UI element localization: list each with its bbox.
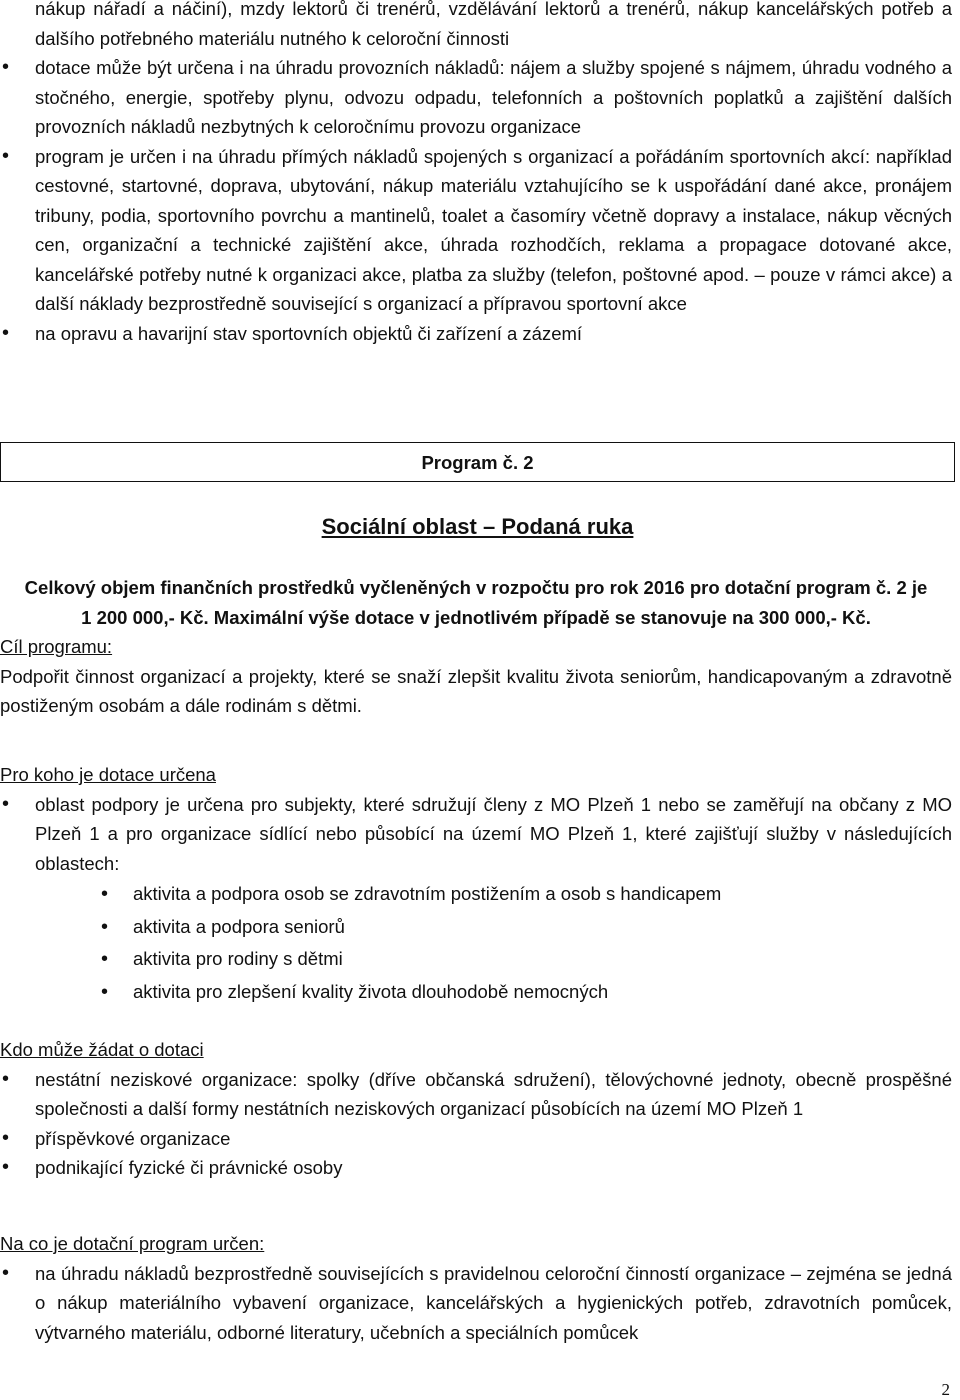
for-whom-sub-list [0, 878, 952, 1008]
purpose-list [0, 1259, 952, 1348]
top-bullet-list [0, 53, 952, 348]
funding-line-2: 1 200 000,- Kč. Maximální výše dotace v jednotlivém případě se stanovuje na 300 000,- Kč. [81, 606, 871, 628]
who-can-heading: Kdo může žádat o dotaci [0, 1039, 204, 1060]
list-item: • na opravu a havarijní stav sportovních objektů či zařízení a zázemí [0, 319, 952, 349]
for-whom-list [0, 790, 952, 879]
goal-text: Podpořit činnost organizací a projekty, které se snaží zlepšit kvalitu života seniorům, handicapovaným a zdravotně postiženým osobám a dále rodinám s dětmi. [0, 665, 952, 716]
who-can-list [0, 1065, 952, 1183]
list-item: • program je určen i na úhradu přímých nákladů spojených s organizací a pořádáním sportovních akcí: například cestovné, startovné, doprava, ubytování, nákup materiálu vztahujícího se k uspořádání dané akce, pronájem tribuny, podia, sportovního povrchu a mantinelů, toalet a časomíry včetně dopravy a instalace, nákup věcných cen, organizační a technické zajištění akce, úhrada rozhodčích, reklama a propagace dotované akce, kancelářské potřeby nutné k organizaci akce, platba za služby (telefon, poštovné apod. – pouze v rámci akce) a další náklady bezprostředně související s organizací a přípravou sportovní akce [0, 142, 952, 319]
list-item: • na úhradu nákladů bezprostředně souvisejících s pravidelnou celoroční činností organizace – zejména se jedná o nákup materiálního vybavení organizace, kancelářských a hygienických potřeb, zdravotních pomůcek, výtvarného materiálu, odborné literatury, učebních a speciálních pomůcek [0, 1259, 952, 1348]
continued-text: nákup nářadí a náčiní), mzdy lektorů či trenérů, vzdělávání lektorů a trenérů, nákup kancelářských potřeb a dalšího potřebného materiálu nutného k celoroční činnosti [35, 0, 952, 49]
purpose-heading: Na co je dotační program určen: [0, 1233, 265, 1254]
for-whom-heading: Pro koho je dotace určena [0, 764, 216, 785]
sub-list-item: • aktivita a podpora osob se zdravotním postižením a osob s handicapem [0, 878, 952, 911]
list-item: • příspěvkové organizace [0, 1124, 952, 1154]
program-box [0, 442, 955, 482]
list-item: • nestátní neziskové organizace: spolky (dříve občanská sdružení), tělovýchovné jednoty, obecně prospěšné společnosti a další formy nestátních neziskových organizací působících na území MO Plzeň 1 [0, 1065, 952, 1124]
goal-section [0, 632, 952, 721]
page-number: 2 [941, 1380, 950, 1399]
program-label: Program č. 2 [421, 452, 534, 473]
sub-list-item: • aktivita pro rodiny s dětmi [0, 943, 952, 976]
sub-list-item: • aktivita pro zlepšení kvality života dlouhodobě nemocných [0, 976, 952, 1009]
list-item: • oblast podpory je určena pro subjekty, které sdružují členy z MO Plzeň 1 nebo se zaměřují na občany z MO Plzeň 1 a pro organizace sídlící nebo působící na území MO Plzeň 1, které zajišťují služby v následujících oblastech: [0, 790, 952, 879]
sub-list-item: • aktivita a podpora seniorů [0, 911, 952, 944]
list-item: • podnikající fyzické či právnické osoby [0, 1153, 952, 1183]
for-whom-section [0, 760, 952, 1008]
purpose-section [0, 1229, 952, 1347]
goal-heading: Cíl programu: [0, 636, 113, 657]
who-can-section [0, 1035, 952, 1183]
list-item: • dotace může být určena i na úhradu provozních nákladů: nájem a služby spojené s nájmem, úhradu vodného a stočného, energie, spotřeby plynu, odvozu odpadu, telefonních a poštovních poplatků a zajištění dalších provozních nákladů nezbytných k celoročnímu provozu organizace [0, 53, 952, 142]
top-section [0, 0, 952, 348]
program-title: Sociální oblast – Podaná ruka [321, 514, 634, 539]
funding-info [0, 573, 952, 632]
funding-line-1: Celkový objem finančních prostředků vyčleněných v rozpočtu pro rok 2016 pro dotační program č. 2 je [24, 577, 928, 598]
